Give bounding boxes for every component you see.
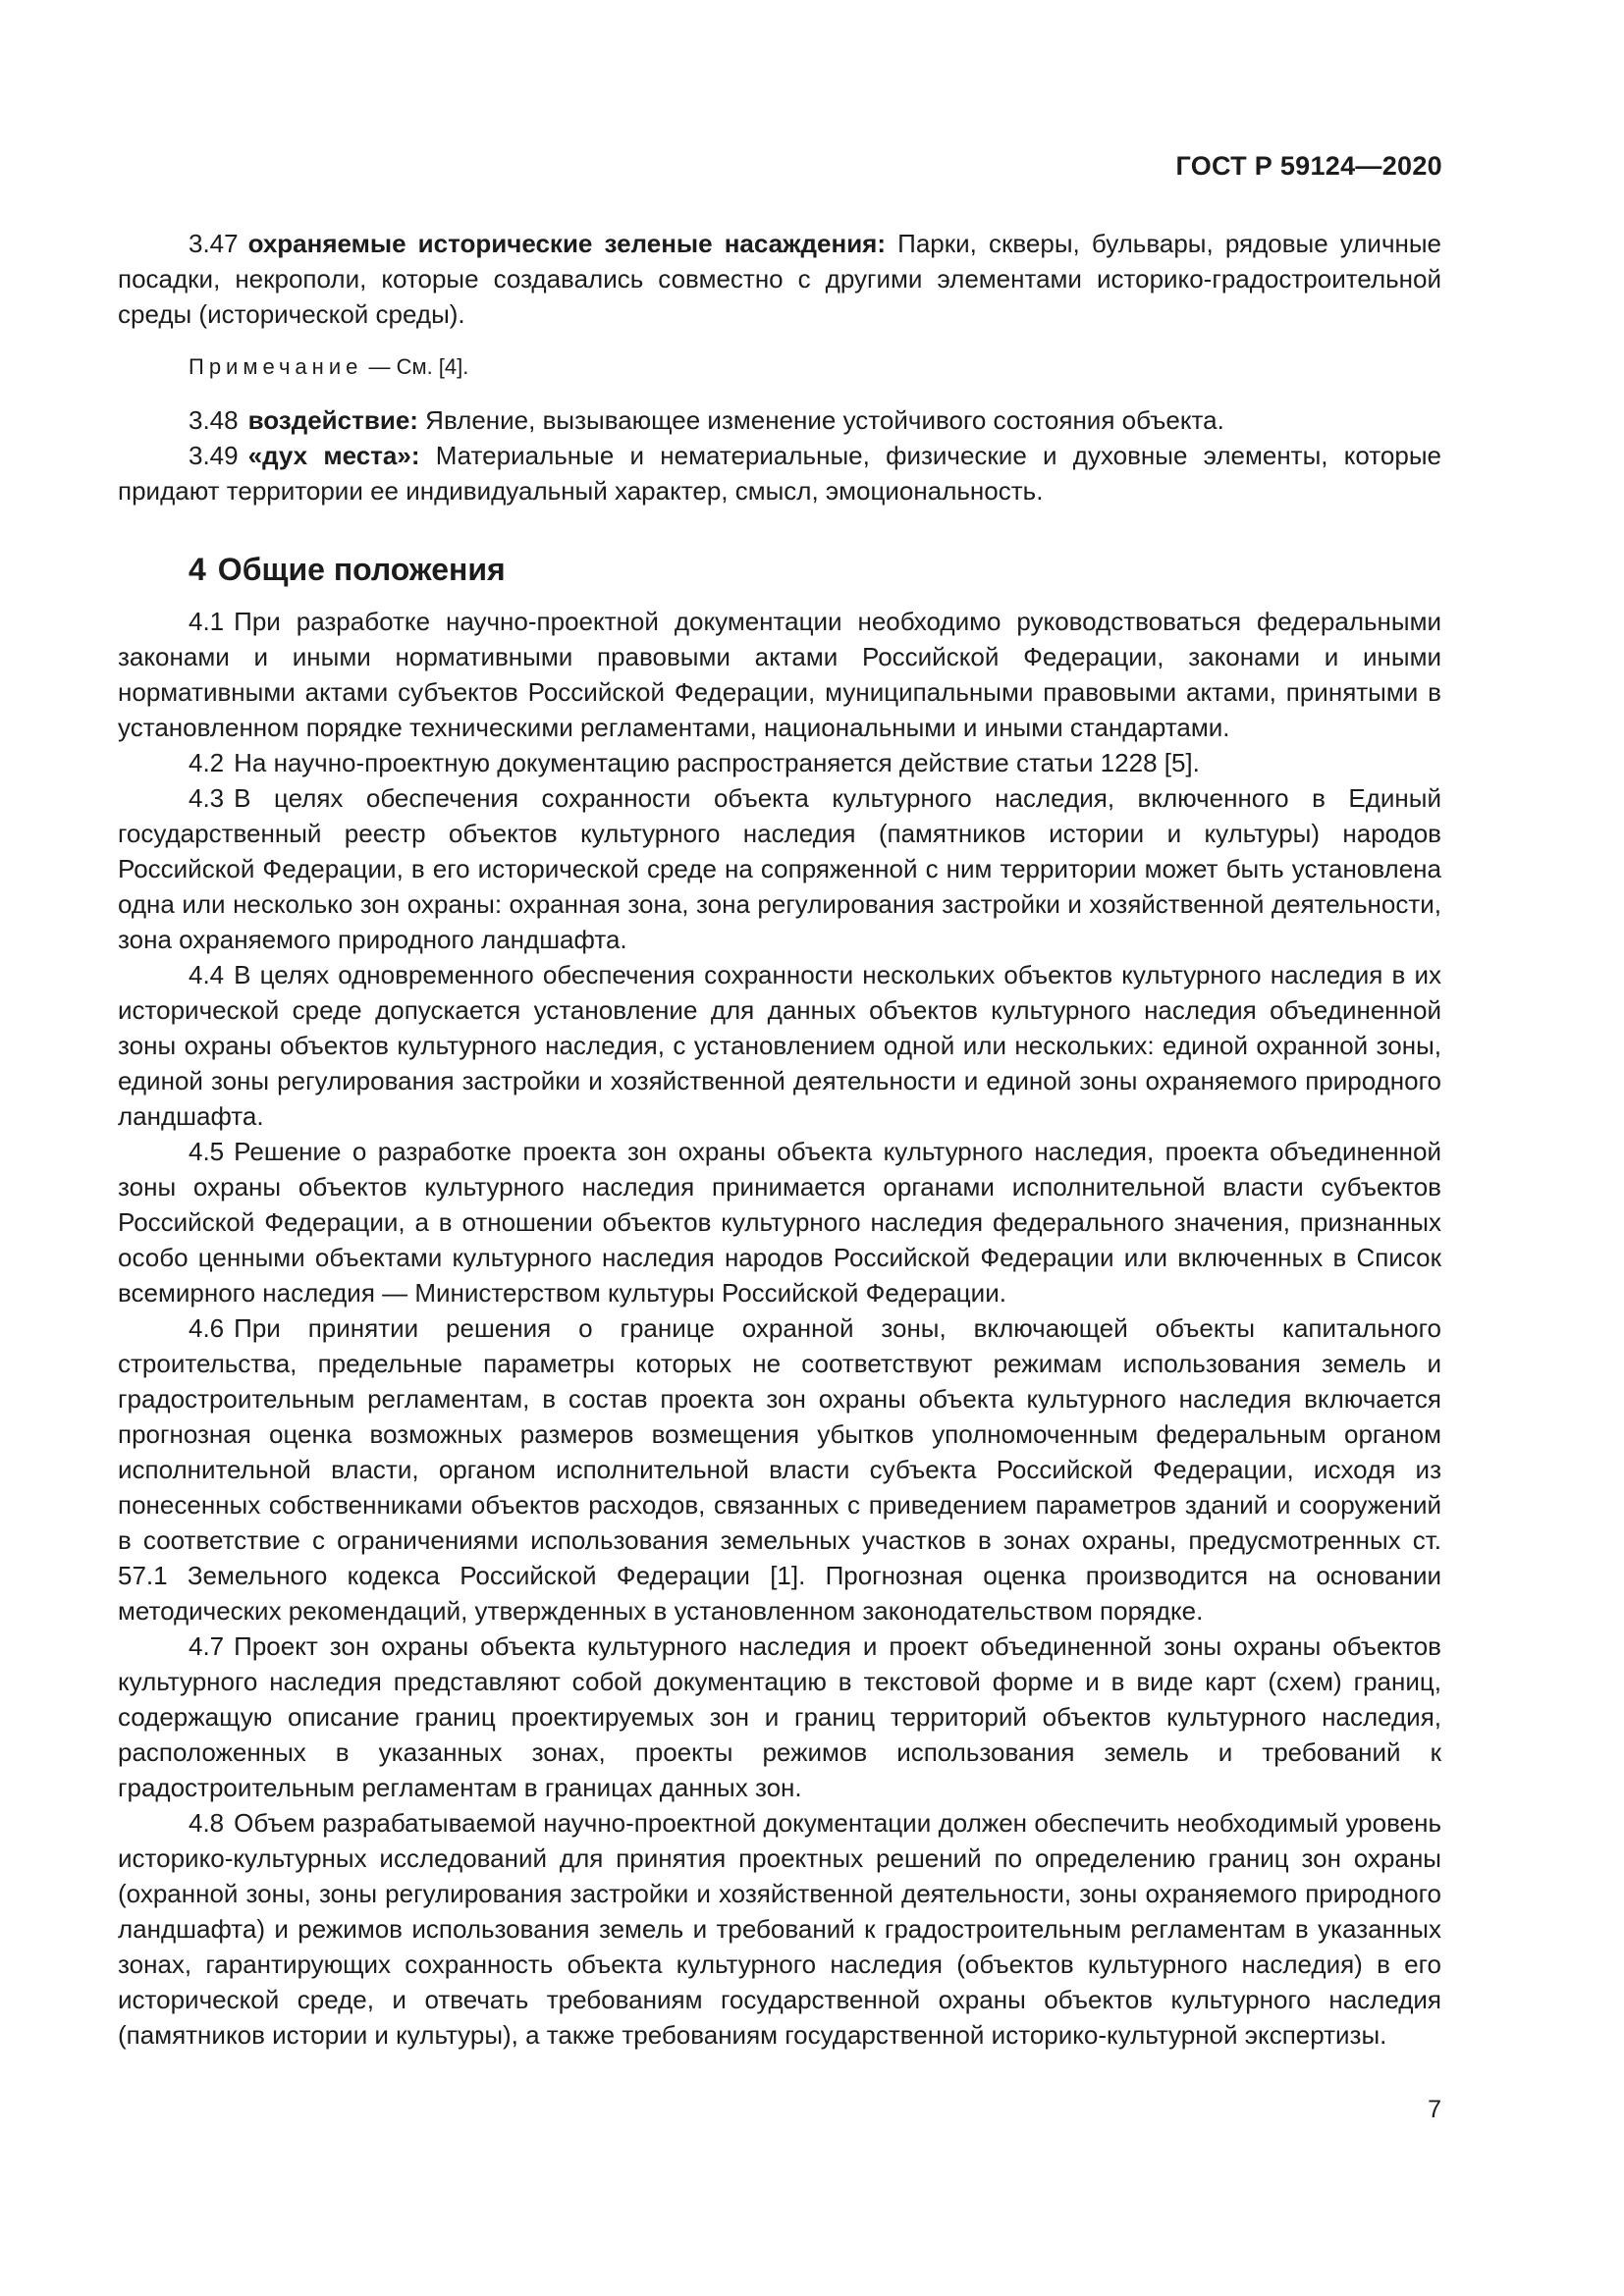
section-number: 4 bbox=[189, 552, 206, 587]
paragraph-number: 4.7 bbox=[189, 1631, 225, 1661]
paragraph-4-8 bbox=[118, 1805, 1441, 2053]
paragraph-text: Объем разрабатываемой научно-проектной документации должен обеспечить необходимый уровень историко-культурных исследований для принятия проектных решений по определению границ зон охраны (охранной зоны, зоны регулирования застройки и хозяйственной деятельности, зоны охраняемого природного ландшафта) и режимов использования земель и требований к градостроительным регламентам в указанных зонах, гарантирующих сохранность объекта культурного наследия (объектов культурного наследия) в его исторической среде, и отвечать требованиям государственной охраны объектов культурного наследия (памятников истории и культуры), а также требованиям государственной историко-культурной экспертизы. bbox=[118, 1808, 1441, 2050]
clause-3-47 bbox=[118, 226, 1441, 332]
page-number: 7 bbox=[1428, 2096, 1441, 2123]
paragraph-text: При разработке научно-проектной документации необходимо руководствоваться федеральными законами и иными нормативными правовыми актами Российской Федерации, законами и иными нормативными актами субъектов Российской Федерации, муниципальными правовыми актами, принятыми в установленном порядке техническими регламентами, национальными и иными стандартами. bbox=[118, 607, 1441, 742]
paragraph-text: В целях обеспечения сохранности объекта культурного наследия, включенного в Единый государственный реестр объектов культурного наследия (памятников истории и культуры) народов Российской Федерации, в его исторической среде на сопряженной с ним территории может быть установлена одна или несколько зон охраны: охранная зона, зона регулирования застройки и хозяйственной деятельности, зона охраняемого природного ландшафта. bbox=[118, 783, 1441, 954]
paragraph-number: 4.1 bbox=[189, 607, 225, 636]
paragraph-number: 4.6 bbox=[189, 1313, 225, 1343]
paragraph-number: 4.3 bbox=[189, 783, 225, 813]
paragraph-text: В целях одновременного обеспечения сохранности нескольких объектов культурного наследия в их исторической среде допускается установление для данных объектов культурного наследия объединенной зоны охраны объектов культурного наследия, с установлением одной или нескольких: единой охранной зоны, единой зоны регулирования застройки и хозяйственной деятельности и единой зоны охраняемого природного ландшафта. bbox=[118, 960, 1441, 1131]
paragraph-number: 4.2 bbox=[189, 748, 225, 777]
paragraph-4-1 bbox=[118, 604, 1441, 745]
clause-3-48 bbox=[118, 402, 1441, 438]
paragraph-4-3 bbox=[118, 780, 1441, 957]
paragraph-4-2 bbox=[118, 745, 1441, 780]
paragraph-number: 4.8 bbox=[189, 1808, 225, 1838]
document-code-header: ГОСТ Р 59124—2020 bbox=[1175, 151, 1442, 181]
clause-number: 3.49 bbox=[189, 441, 239, 470]
note bbox=[118, 349, 1441, 385]
paragraph-text: На научно-проектную документацию распространяется действие статьи 1228 [5]. bbox=[234, 748, 1200, 777]
paragraph-4-4 bbox=[118, 957, 1441, 1134]
clause-number: 3.48 bbox=[189, 405, 239, 435]
paragraph-text: Решение о разработке проекта зон охраны объекта культурного наследия, проекта объединенной зоны охраны объектов культурного наследия принимается органами исполнительной власти субъектов Российской Федерации, а в отношении объектов культурного наследия федерального значения, признанных особо ценными объектами культурного наследия народов Российской Федерации или включенных в Список всемирного наследия — Министерством культуры Российской Федерации. bbox=[118, 1137, 1441, 1308]
clause-3-49 bbox=[118, 438, 1441, 508]
clause-definition: Парки, скверы, бульвары, рядовые уличные посадки, некрополи, которые создавались совместно с другими элементами историко-градостроительной среды (исторической среды). bbox=[118, 229, 1441, 329]
clause-term: охраняемые исторические зеленые насаждения: bbox=[247, 229, 887, 258]
paragraph-number: 4.4 bbox=[189, 960, 225, 989]
paragraph-4-7 bbox=[118, 1629, 1441, 1805]
section-title: Общие положения bbox=[217, 552, 506, 587]
document-body bbox=[118, 226, 1441, 2053]
paragraph-4-5 bbox=[118, 1134, 1441, 1310]
note-text: — См. [4]. bbox=[362, 354, 469, 379]
paragraph-text: Проект зон охраны объекта культурного наследия и проект объединенной зоны охраны объектов культурного наследия представляют собой документацию в текстовой форме и в виде карт (схем) границ, содержащую описание границ проектируемых зон и границ территорий объектов культурного наследия, расположенных в указанных зонах, проекты режимов использования земель и требований к градостроительным регламентам в границах данных зон. bbox=[118, 1631, 1441, 1802]
paragraph-text: При принятии решения о границе охранной зоны, включающей объекты капитального строительства, предельные параметры которых не соответствуют режимам использования земель и градостроительным регламентам, в состав проекта зон охраны объекта культурного наследия включается прогнозная оценка возможных размеров возмещения убытков уполномоченным федеральным органом исполнительной власти, органом исполнительной власти субъекта Российской Федерации, исходя из понесенных собственниками объектов расходов, связанных с приведением параметров зданий и сооружений в соответствие с ограничениями использования земельных участков в зонах охраны, предусмотренных ст. 57.1 Земельного кодекса Российской Федерации [1]. Прогнозная оценка производится на основании методических рекомендаций, утвержденных в установленном законодательством порядке. bbox=[118, 1313, 1441, 1626]
clause-definition: Материальные и нематериальные, физические и духовные элементы, которые придают территории ее индивидуальный характер, смысл, эмоциональность. bbox=[118, 441, 1441, 506]
section-heading bbox=[118, 552, 1441, 588]
paragraph-4-6 bbox=[118, 1310, 1441, 1629]
clause-term: «дух места»: bbox=[247, 441, 420, 470]
clause-term: воздействие: bbox=[247, 405, 418, 435]
clause-number: 3.47 bbox=[189, 229, 239, 258]
paragraph-number: 4.5 bbox=[189, 1137, 225, 1166]
clause-definition: Явление, вызывающее изменение устойчивого состояния объекта. bbox=[417, 405, 1224, 435]
note-label: Примечание bbox=[189, 354, 363, 379]
